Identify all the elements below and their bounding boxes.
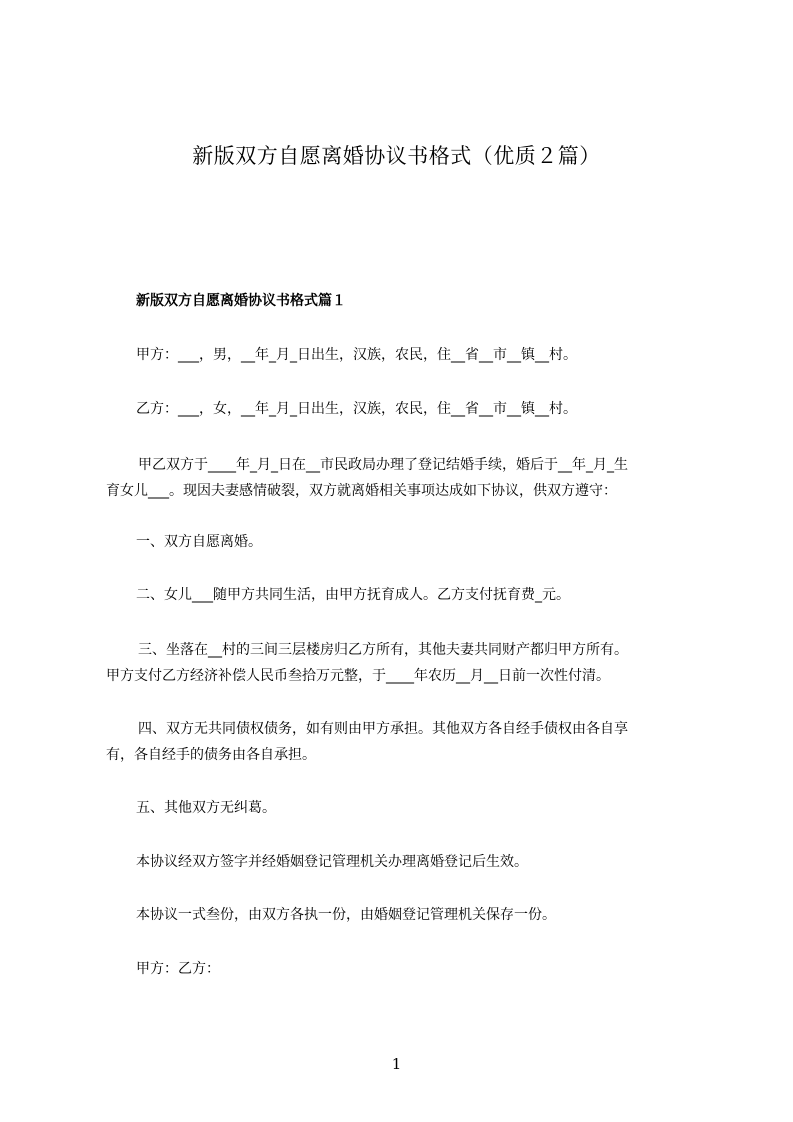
document-title: 新版双方自愿离婚协议书格式（优质２篇） [192,144,601,168]
paragraph-line: 有，各自经手的债务由各自承担。 [106,747,316,763]
paragraph-clause-1 [136,530,736,554]
paragraph-clause-3 [106,637,706,689]
paragraph-line: 甲方：___，男，__年_月_日出生，汉族，农民，住__省__市__镇__村。 [136,347,577,363]
paragraph-line: 育女儿___。现因夫妻感情破裂，双方就离婚相关事项达成如下协议，供双方遵守： [106,483,617,499]
paragraph-line: 二、女儿___随甲方共同生活，由甲方抚育成人。乙方支付抚育费_元。 [136,587,570,603]
paragraph-line: 三、坐落在__村的三间三层楼房归乙方所有，其他夫妻共同财产都归甲方所有。 [138,642,628,658]
paragraph-line: 本协议经双方签字并经婚姻登记管理机关办理离婚登记后生效。 [136,854,528,870]
paragraph-clause-5 [136,796,736,820]
paragraph-line: 甲方支付乙方经济补偿人民币叁拾万元整，于____年农历__月__日前一次性付清。 [106,668,610,684]
paragraph-clause-4 [106,716,706,768]
paragraph-clause-2 [136,583,736,607]
paragraph-party-a [136,343,736,367]
paragraph-line: 五、其他双方无纠葛。 [136,800,276,816]
paragraph-line: 四、双方无共同债权债务，如有则由甲方承担。其他双方各自经手债权由各自享 [138,721,628,737]
paragraph-line: 甲方：乙方： [136,961,220,977]
paragraph-line: 本协议一式叁份，由双方各执一份，由婚姻登记管理机关保存一份。 [136,907,556,923]
paragraph-copies [136,903,736,927]
paragraph-effect [136,850,736,874]
paragraph-signatures [136,957,736,981]
paragraph-line: 乙方：___，女，__年_月_日出生，汉族，农民，住__省__市__镇__村。 [136,401,577,417]
paragraph-line: 一、双方自愿离婚。 [136,534,262,550]
paragraph-preamble [106,452,706,504]
page-number: 1 [391,1055,402,1073]
paragraph-line: 甲乙双方于____年_月_日在__市民政局办理了登记结婚手续，婚后于__年_月_生 [138,457,628,473]
paragraph-party-b [136,397,736,421]
section-heading: 新版双方自愿离婚协议书格式篇１ [136,293,346,309]
